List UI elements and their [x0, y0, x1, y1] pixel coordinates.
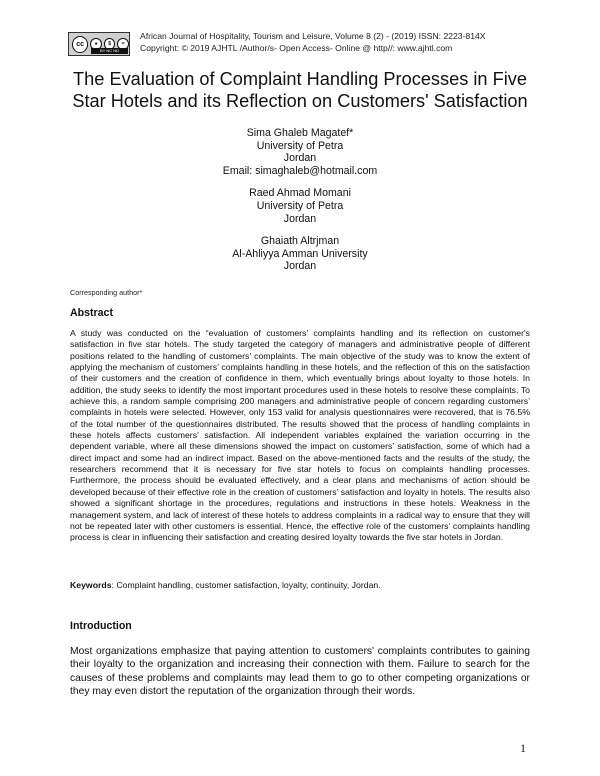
author-affiliation: University of Petra [256, 139, 344, 152]
author-name: Sima Ghaleb Magatef* [246, 127, 354, 139]
author-affiliation: Al-Ahliyya Amman University [232, 247, 368, 260]
cc-icon: cc [72, 36, 88, 53]
journal-line: African Journal of Hospitality, Tourism and Leisure, Volume 8 (2) - (2019) ISSN: 2223-814X [140, 31, 486, 41]
keywords-text: : Complaint handling, customer satisfaction, loyalty, continuity, Jordan. [111, 580, 381, 590]
nc-icon: $ [104, 38, 116, 50]
keywords-label: Keywords [70, 580, 112, 590]
author-name: Ghaiath Altrjman [260, 235, 340, 248]
author-country: Jordan [283, 152, 317, 165]
introduction-text: Most organizations emphasize that paying attention to customers' complaints contributes to gaining their loyalty to the organization and increasing their connection with them. Failure to search for the causes of these problems and complaints may lead them to go to other competing organizations or they may even distort the reputation of the organization through their words. [70, 646, 530, 697]
author-country: Jordan [283, 212, 317, 225]
paper-title [40, 68, 560, 112]
title-line-2: Star Hotels and its Reflection on Customers' Satisfaction [72, 91, 528, 111]
author-name: Raed Ahmad Momani [249, 187, 351, 200]
copyright-line: Copyright: © 2019 AJHTL /Author/s- Open Access- Online @ http//: www.ajhtl.com [140, 43, 453, 53]
abstract-text: A study was conducted on the “evaluation of customers’ complaints handling and its reflection on customer's satisfaction in five star hotels. The study targeted the category of managers and administrative people of different positions related to the handling of customers’ complaints. The main objective of the study was to know the extent of applying the mechanism of customers’ complaints handling in these hotels, and the reflection of this on the satisfaction of their customers and the creation of confidence in them, which eventually brings about loyalty to those hotels. In addition, the study seeks to identify the most important procedures used in these hotels to resolve these complaints. To achieve this, a random sample comprising 200 managers and administrative people of concern regarding customers’ complaints in hotels were selected. However, only 153 valid for analysis questionnaires were recovered, that is 76.5% of the total number of the questionnaires distributed. The results showed that the process of handling complaints in these hotels affects customers’ satisfaction. All independent variables explained the variation occurring in the dependent variable, where all these dimensions showed the impact on customers’ satisfaction, some of which had a direct impact and some had an indirect impact. Based on the above-mentioned facts and the results of the study, the researchers recommend that it is necessary for five star hotels to focus on complaints handling processes. Furthermore, the process should be evaluated effectively, and a clear plans and mechanisms of action should be developed because of their effective role in the creation of customers’ satisfaction and loyalty in hotels. The results also showed a significant shortage in the procedures, regulations and instructions in these hotels. Weakness in the management system, and lack of interest of these hotels to address complaints in a radical way to ensure that they will not be repeated later with other customers is essential. Hence, the effective role of the customers’ complaints handling process is clear in influencing their satisfaction and creating desired loyalty towards the five star hotels in Jordan. [70, 328, 530, 543]
corresponding-author-note: Corresponding author* [70, 288, 143, 297]
by-icon: ● [90, 38, 102, 50]
keywords-line [70, 580, 530, 590]
journal-header [68, 30, 538, 58]
abstract-heading: Abstract [70, 307, 113, 319]
author-country: Jordan [283, 260, 317, 273]
author-2 [100, 187, 500, 225]
author-1 [100, 127, 500, 177]
journal-citation [140, 30, 486, 54]
author-affiliation: University of Petra [256, 199, 344, 212]
introduction-heading: Introduction [70, 620, 132, 632]
author-list [100, 127, 500, 283]
title-line-1: The Evaluation of Complaint Handling Processes in Five [73, 69, 527, 89]
author-email: Email: simaghaleb@hotmail.com [222, 164, 378, 177]
page-number: 1 [520, 741, 526, 755]
nd-icon: = [117, 38, 129, 50]
author-3 [100, 235, 500, 273]
license-band: BY NC ND [91, 48, 128, 54]
creative-commons-license-logo [68, 32, 130, 56]
